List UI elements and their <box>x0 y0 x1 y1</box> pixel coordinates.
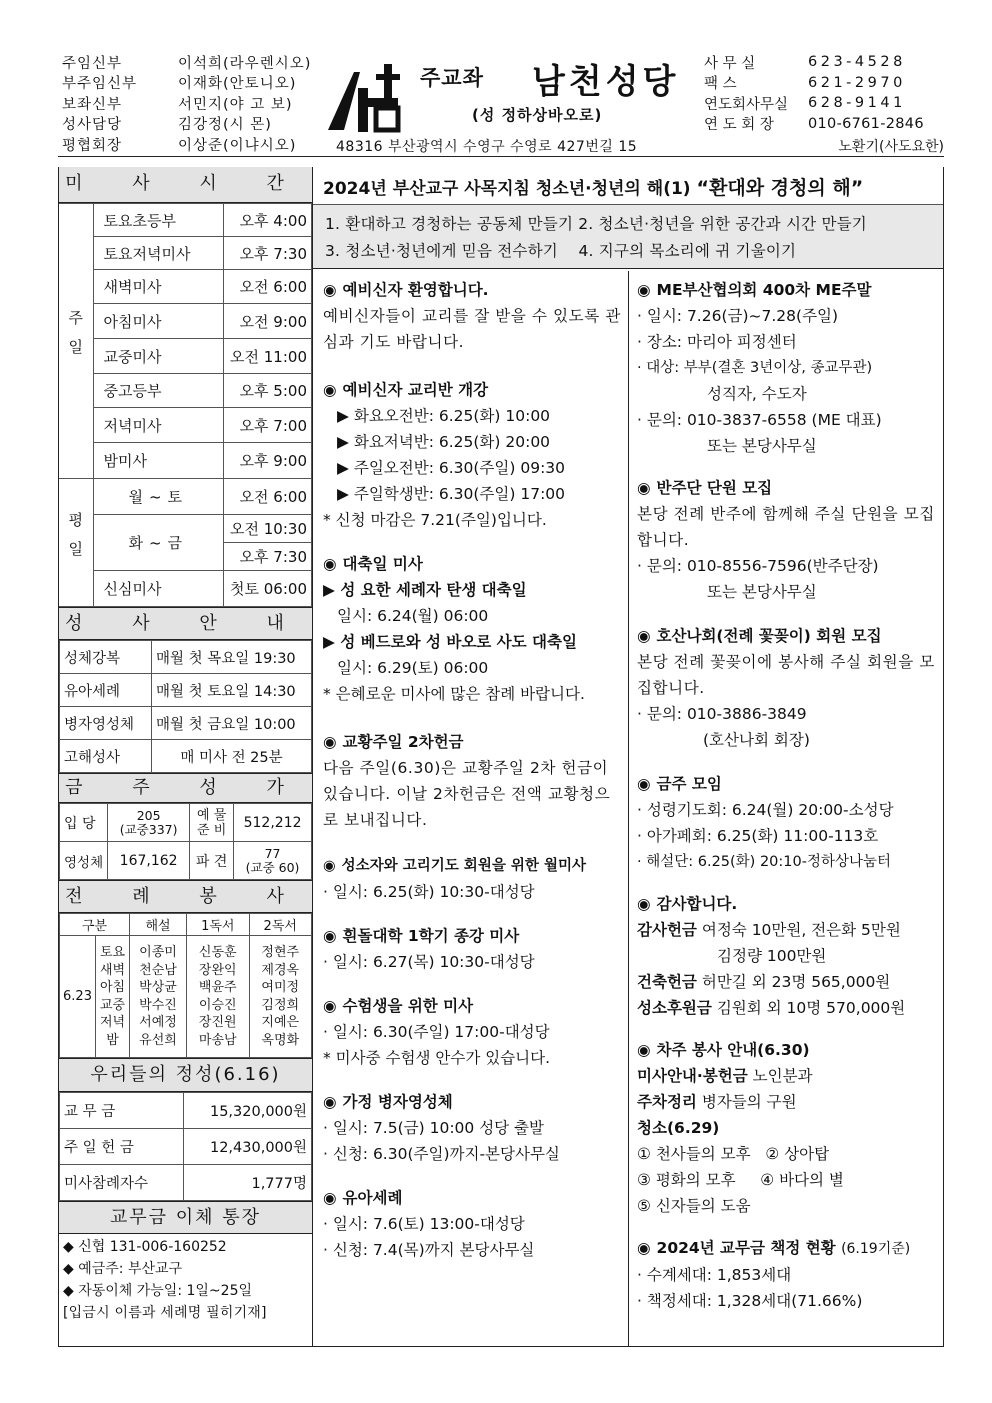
parish-patron: (성 정하상바오로) <box>472 106 603 124</box>
offering-value: 15,320,000원 <box>184 1093 312 1129</box>
announcement: ◉ 대축일 미사 ▶ 성 요한 세례자 탄생 대축일 일시: 6.24(월) 06:00 ▶ 성 베드로와 성 바오로 사도 대축일 일시: 6.29(토) 06:00 * 은혜로운 미사에 많은 참례 바랍니다. <box>323 555 585 703</box>
banner-list: 1. 환대하고 경청하는 공동체 만들기 2. 청소년·청년을 위한 공간과 시간 만들기 3. 청소년·청년에게 믿음 전수하기 4. 지구의 목소리에 귀 기울이기 <box>313 205 943 269</box>
announcement: ◉ 흰돌대학 1학기 종강 미사 · 일시: 6.27(목) 10:30-대성당 <box>323 927 535 971</box>
liturgy-commentator-col: 이종미 천순남 박상균 박수진 서예정 유선희 <box>130 936 187 1058</box>
parish-name: 남천성당 <box>532 62 680 102</box>
offering-name: 교 무 금 <box>60 1093 184 1129</box>
announcement: ◉ 호산나회(전례 꽃꽂이) 회원 모집 본당 전례 꽃꽂이에 봉사해 주실 회원을 모집합니다. · 문의: 010-3886-3849 (호산나회 회장) <box>637 627 935 749</box>
clergy-row: 보좌신부 서민지(야 고 보) <box>62 96 293 113</box>
mass-name: 아침미사 <box>93 304 224 339</box>
mass-name: 밤미사 <box>93 443 224 479</box>
announcement: ◉ 유아세례 · 일시: 7.6(토) 13:00-대성당 · 신청: 7.4(목)까지 본당사무실 <box>323 1189 535 1259</box>
announcements-column-a <box>313 271 629 1346</box>
hymn-value: 205 (교중337) <box>108 804 190 842</box>
mass-time: 오후 4:00 <box>224 204 312 237</box>
mass-name: 화~금 <box>93 515 224 571</box>
left-column <box>59 167 313 1346</box>
announcement: ◉ 차주 봉사 안내(6.30) 미사안내·봉헌금 노인분과 주차정리 병자들의 구원 청소(6.29) ① 천사들의 모후 ② 상아탑 ③ 평화의 모후 ④ 바다의 별 ⑤ 신자들의 도움 <box>637 1041 844 1215</box>
sacrament-table <box>59 640 312 773</box>
offering-name: 주 일 헌 금 <box>60 1129 184 1165</box>
mass-time: 오전 6:00 <box>224 479 312 515</box>
announcement: ◉ 금주 모임 · 성령기도회: 6.24(월) 20:00-소성당 · 아가페회: 6.25(화) 11:00-113호 · 해설단: 6.25(화) 20:10-정하상나눔터 <box>637 775 894 870</box>
banner-title: 2024년 부산교구 사목지침 청소년·청년의 해(1) “환대와 경청의 해” <box>313 167 943 205</box>
mass-time: 오후 5:00 <box>224 374 312 408</box>
liturgy-header: 해설 <box>130 914 187 936</box>
clergy-row: 주임신부 이석희(라우렌시오) <box>62 55 312 72</box>
mass-time: 오후 7:00 <box>224 408 312 443</box>
pastor-footer: 노환기(사도요한) <box>838 139 944 155</box>
census-title: 금 주 성 가 <box>59 773 312 803</box>
offering-title: 우리들의 정성(6.16) <box>59 1058 312 1092</box>
mass-name: 중고등부 <box>93 374 224 408</box>
announcement: ◉ 예비신자 교리반 개강 ▶ 화요오전반: 6.25(화) 10:00 ▶ 화요저녁반: 6.25(화) 20:00 ▶ 주일오전반: 6.30(주일) 09:30 ▶ 주일학생반: 6.30(주일) 17:00 * 신청 마감은 7.21(주일)입니다. <box>323 381 566 529</box>
mass-name: 월~토 <box>93 479 224 515</box>
phone-row: 사 무 실 623-4528 <box>704 54 906 72</box>
mass-name: 토요초등부 <box>93 204 224 237</box>
liturgy-header: 1독서 <box>187 914 249 936</box>
bank-info <box>59 1234 312 1326</box>
mass-name: 새벽미사 <box>93 270 224 304</box>
hymn-value: 512,212 <box>234 804 312 842</box>
offering-value: 1,777명 <box>184 1165 312 1201</box>
mass-schedule-title: 미 사 시 간 <box>59 167 312 203</box>
announcement: ◉ 수험생을 위한 미사 · 일시: 6.30(주일) 17:00-대성당 * 미사중 수험생 안수가 있습니다. <box>323 997 551 1067</box>
mass-time: 오전 9:00 <box>224 304 312 339</box>
clergy-row: 성사담당 김강정(시 몬) <box>62 117 272 134</box>
mass-time: 오후 9:00 <box>224 443 312 479</box>
mass-time: 오전 10:30 <box>224 515 312 543</box>
announcement: ◉ ME부산협의회 400차 ME주말 · 일시: 7.26(금)~7.28(주일) · 장소: 마리아 피정센터 · 대상: 부부(결혼 3년이상, 종교무관) 성직자, 수도자 · 문의: 010-3837-6558 (ME 대표) 또는 본당사무실 <box>637 281 882 455</box>
mass-schedule-table <box>59 203 312 607</box>
hymn-label: 영성체 <box>60 842 108 880</box>
sacrament-name: 유아세례 <box>60 674 152 707</box>
mass-time: 오후 7:30 <box>224 237 312 270</box>
right-area <box>313 167 943 1346</box>
offering-value: 12,430,000원 <box>184 1129 312 1165</box>
announcement: ◉ 가정 병자영성체 · 일시: 7.5(금) 10:00 성당 출발 · 신청: 6.30(주일)까지-본당사무실 <box>323 1093 560 1163</box>
mass-time: 첫토 06:00 <box>224 571 312 607</box>
sacrament-value: 매 미사 전 25분 <box>152 740 312 773</box>
sacrament-value: 매월 첫 토요일 14:30 <box>152 674 312 707</box>
announcement: ◉ 감사합니다. 감사헌금 여정숙 10만원, 전은화 5만원 김정량 100만원 건축헌금 허만길 외 23명 565,000원 성소후원금 김원회 외 10명 570,000원 <box>637 895 906 1017</box>
hymn-value: 167,162 <box>108 842 190 880</box>
phone-list <box>704 52 944 134</box>
mass-name: 교중미사 <box>93 339 224 374</box>
clergy-row: 평협회장 이상준(이냐시오) <box>62 137 297 154</box>
weekday-label: 평일 <box>59 479 93 607</box>
sacrament-value: 매월 첫 금요일 10:00 <box>152 707 312 740</box>
parish-address: 48316 부산광역시 수영구 수영로 427번길 15 <box>336 139 638 155</box>
liturgy-mass-col: 토요 새벽 아침 교중 저녁 밤 <box>96 936 130 1058</box>
announcement: ◉ 2024년 교무금 책정 현황 (6.19기준) · 수계세대: 1,853세대 · 책정세대: 1,328세대(71.66%) <box>637 1239 911 1310</box>
newsletter-body <box>58 167 944 1347</box>
bank-title: 교무금 이체 통장 <box>59 1201 312 1234</box>
liturgy-reader1-col: 신동훈 장완익 백윤주 이승진 장진원 마송남 <box>187 936 249 1058</box>
mass-time: 오전 11:00 <box>224 339 312 374</box>
mass-name: 신심미사 <box>93 571 224 607</box>
sacrament-name: 고해성사 <box>60 740 152 773</box>
liturgy-date: 6.23 <box>60 936 96 1058</box>
liturgy-reader2-col: 정현주 제경옥 여미정 김정희 지예은 옥명화 <box>249 936 312 1058</box>
hymn-label: 예 물 준 비 <box>190 804 234 842</box>
header <box>58 50 944 157</box>
offering-table <box>59 1092 312 1201</box>
hymn-label: 파 견 <box>190 842 234 880</box>
announcements-column-b <box>629 271 943 1346</box>
sacrament-value: 매월 첫 목요일 19:30 <box>152 641 312 674</box>
liturgy-table <box>59 913 312 1058</box>
liturgy-header: 구분 <box>60 914 130 936</box>
announcement: ◉ 교황주일 2차헌금 다음 주일(6.30)은 교황주일 2차 헌금이 있습니다. 이날 2차헌금은 전액 교황청으로 보내집니다. <box>323 733 611 829</box>
phone-row: 연도회사무실 628-9141 <box>704 95 906 113</box>
phone-row: 팩 스 621-2970 <box>704 74 906 93</box>
phone-row: 연 도 회 장 010-6761-2846 <box>704 115 924 134</box>
mass-name: 토요저녁미사 <box>93 237 224 270</box>
mass-time: 오전 6:00 <box>224 270 312 304</box>
bank-line: ◆ 신협 131-006-160252 <box>63 1239 227 1255</box>
mass-time: 오후 7:30 <box>224 543 312 571</box>
parish-logo-icon <box>324 58 410 134</box>
sunday-label: 주일 <box>59 204 93 479</box>
mass-name: 저녁미사 <box>93 408 224 443</box>
sacrament-title: 성 사 안 내 <box>59 607 312 640</box>
sacrament-name: 성체강복 <box>60 641 152 674</box>
announcement: ◉ 예비신자 환영합니다. 예비신자들이 교리를 잘 받을 수 있도록 관심과 기도 바랍니다. <box>323 281 621 351</box>
hymn-table <box>59 803 312 880</box>
offering-name: 미사참례자수 <box>60 1165 184 1201</box>
announcement: ◉ 반주단 단원 모집 본당 전례 반주에 함께해 주실 단원을 모집합니다. · 문의: 010-8556-7596(반주단장) 또는 본당사무실 <box>637 479 935 601</box>
liturgy-header: 2독서 <box>249 914 312 936</box>
clergy-list <box>62 52 320 155</box>
clergy-row: 부주임신부 이재화(안토니오) <box>62 76 297 93</box>
sacrament-name: 병자영성체 <box>60 707 152 740</box>
bank-line: ◆ 자동이체 가능일: 1일~25일 <box>63 1283 253 1299</box>
bank-line: ◆ 예금주: 부산교구 <box>63 1261 183 1277</box>
hymn-value: 77 (교중 60) <box>234 842 312 880</box>
bank-line: [입금시 이름과 세례명 필히기재] <box>63 1305 267 1321</box>
hymn-label: 입 당 <box>60 804 108 842</box>
parish-prefix: 주교좌 <box>420 66 484 90</box>
liturgy-title: 전 례 봉 사 <box>59 880 312 913</box>
announcement: ◉ 성소자와 고리기도 회원을 위한 월미사 · 일시: 6.25(화) 10:30-대성당 <box>323 858 586 901</box>
